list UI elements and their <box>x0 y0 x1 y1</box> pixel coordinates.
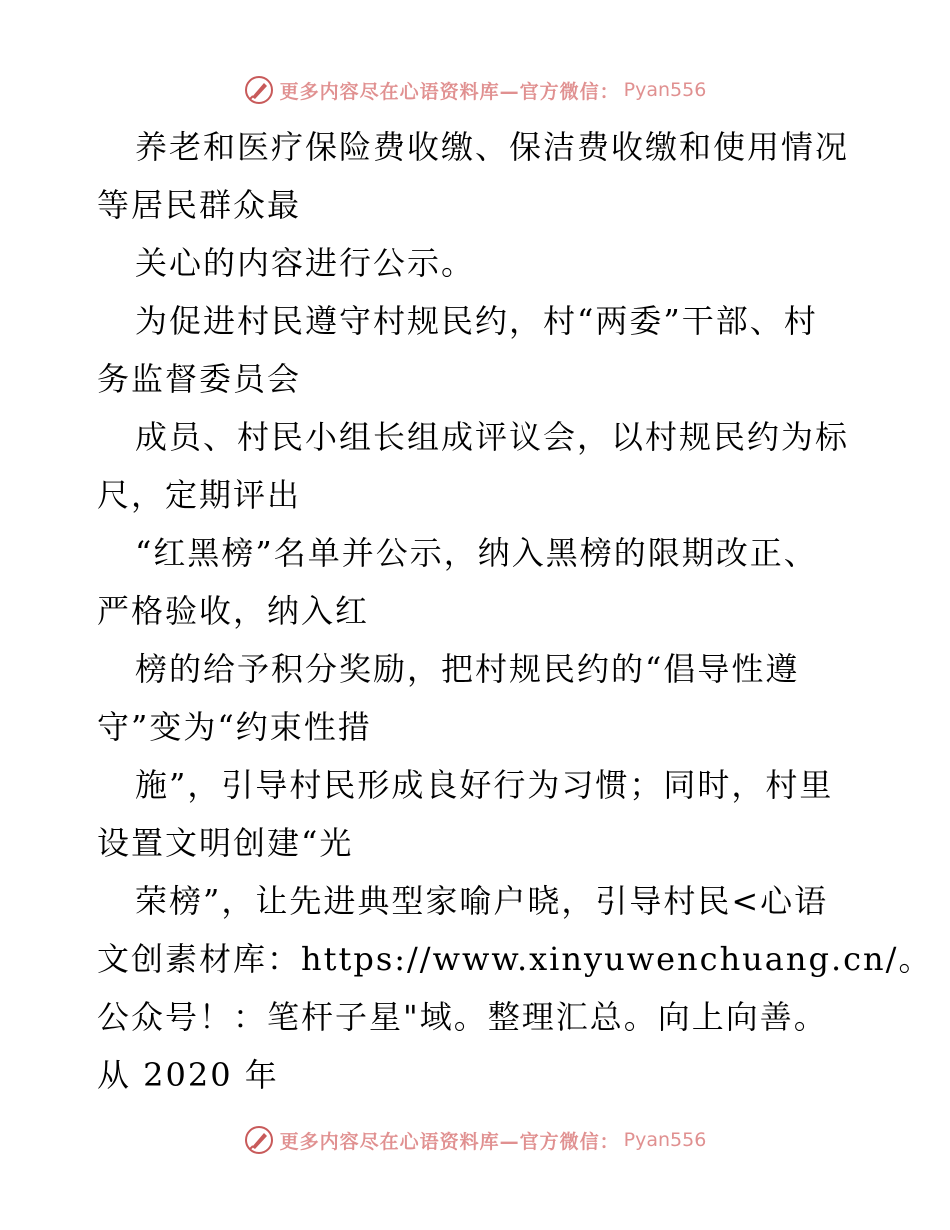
text-line: 严格验收，纳入红 <box>97 592 370 630</box>
quill-pen-logo-icon <box>244 75 274 105</box>
text-line: 成员、村民小组长组成评议会，以村规民约为标 <box>135 418 850 456</box>
footer-banner-text: 更多内容尽在心语资料库—官方微信： <box>279 1130 620 1153</box>
text-line: 榜的给予积分奖励，把村规民约的“倡导性遵 <box>135 650 800 688</box>
text-line: 为促进村民遵守村规民约，村“两委”干部、村 <box>135 302 818 340</box>
quill-pen-logo-icon <box>244 1125 274 1155</box>
paragraph-7 <box>97 756 857 872</box>
document-body <box>97 118 933 1104</box>
text-line: 守”变为“约束性措 <box>97 708 372 746</box>
text-line: 养老和医疗保险费收缴、保洁费收缴和使用情况 <box>135 128 850 166</box>
text-line: 尺，定期评出 <box>97 476 302 514</box>
text-line: “红黑榜”名单并公示，纳入黑榜的限期改正、 <box>135 534 818 572</box>
text-line: 等居民群众最 <box>97 186 302 224</box>
text-line: 设置文明创建“光 <box>97 824 354 862</box>
paragraph-6 <box>97 640 857 756</box>
paragraph-5 <box>97 524 857 640</box>
paragraph-2 <box>97 234 857 292</box>
header-banner-text: 更多内容尽在心语资料库—官方微信： <box>279 80 620 103</box>
text-line: 务监督委员会 <box>97 360 302 398</box>
text-line: 从 2020 年 <box>97 1056 279 1094</box>
footer-wechat-id: Pyan556 <box>623 1129 707 1151</box>
text-line: 施”，引导村民形成良好行为习惯；同时，村里 <box>135 766 834 804</box>
header-wechat-id: Pyan556 <box>623 79 707 101</box>
paragraph-8 <box>97 872 933 1104</box>
footer-watermark-banner <box>0 1120 950 1160</box>
paragraph-4 <box>97 408 857 524</box>
text-line: 荣榜”，让先进典型家喻户晓，引导村民<心语 <box>135 882 829 920</box>
paragraph-3 <box>97 292 857 408</box>
paragraph-1 <box>97 118 857 234</box>
header-watermark-banner <box>0 70 950 110</box>
text-line: 关心的内容进行公示。 <box>135 244 476 282</box>
text-line: 公众号！：笔杆子星"域。整理汇总。向上向善。 <box>97 998 828 1036</box>
text-line: 文创素材库：https://www.xinyuwenchuang.cn/。 <box>97 940 933 978</box>
